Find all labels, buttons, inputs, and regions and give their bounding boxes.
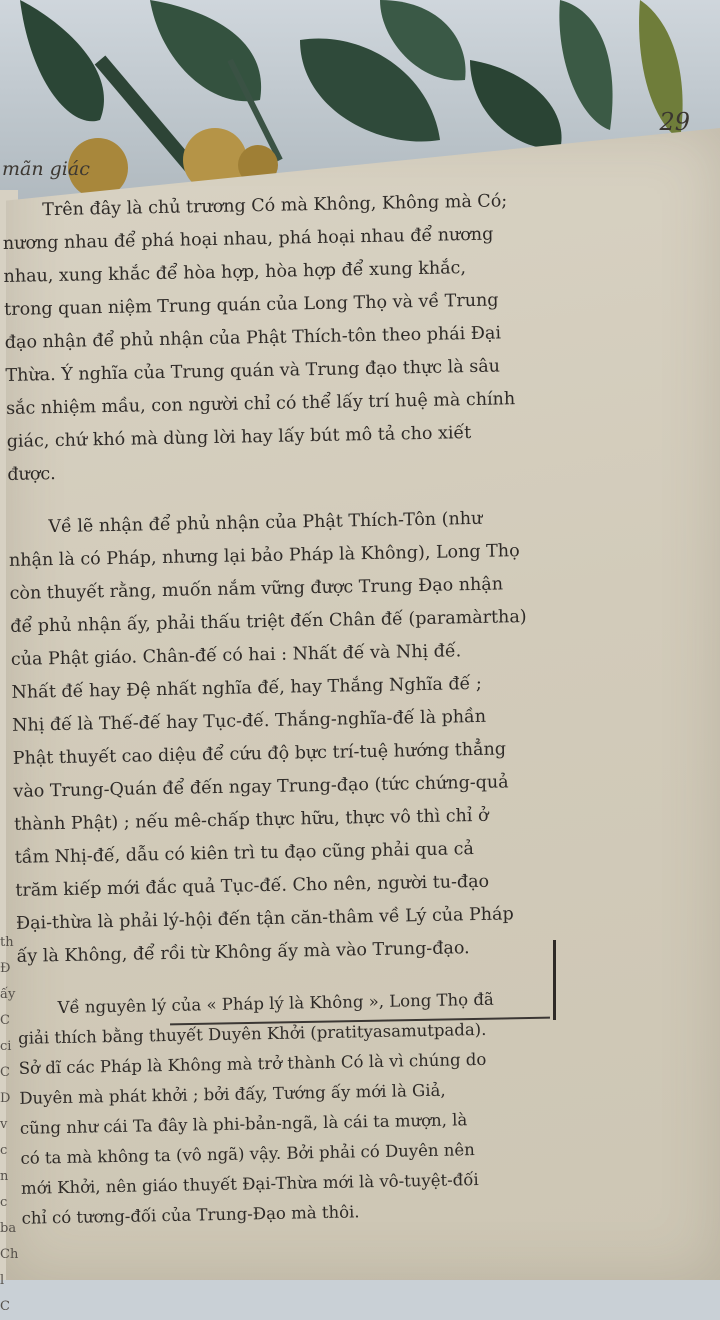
- text-line: trăm kiếp mới đắc quả Tục-đế. Cho nên, người tu-đạo: [15, 871, 490, 901]
- edge-letter: c: [0, 1195, 8, 1210]
- edge-letter: Ch: [0, 1247, 19, 1262]
- edge-letter: ấy: [0, 987, 16, 1002]
- text-line: trong quan niệm Trung quán của Long Thọ và về Trung: [4, 290, 499, 320]
- previous-page-text: [0, 930, 18, 1320]
- text-line: vào Trung-Quán để đến ngay Trung-đạo (tức chứng-quả: [13, 772, 509, 802]
- paragraph-1: [2, 185, 548, 492]
- edge-letter: D: [0, 1091, 11, 1106]
- paragraph-2: [8, 502, 557, 974]
- text-line: mới Khởi, nên giáo thuyết Đại-Thừa mới là vô-tuyệt-đối: [20, 1170, 479, 1198]
- text-line: Nhị đế là Thế-đế hay Tục-đế. Thắng-nghĩa-đế là phần: [12, 706, 487, 736]
- text-line: ấy là Không, để rồi từ Không ấy mà vào Trung-đạo.: [16, 938, 470, 967]
- text-line: giải thích bằng thuyết Duyên Khởi (pratityasamutpada).: [18, 1019, 487, 1048]
- text-line: được.: [7, 464, 56, 485]
- text-line: Nhất đế hay Đệ nhất nghĩa đế, hay Thắng Nghĩa đế ;: [11, 673, 482, 703]
- edge-letter: ba: [0, 1221, 17, 1236]
- text-line: Thừa. Ý nghĩa của Trung quán và Trung đạo thực là sâu: [5, 356, 501, 386]
- text-line: Trên đây là chủ trương Có mà Không, Không mà Có;: [42, 191, 508, 221]
- text-line: nương nhau để phá hoại nhau, phá hoại nhau để nương: [2, 224, 494, 254]
- leaf: [20, 0, 104, 121]
- text-line: Đại-thừa là phải lý-hội đến tận căn-thâm về Lý của Pháp: [15, 904, 514, 934]
- text-line: nhận là có Pháp, nhưng lại bảo Pháp là Không), Long Thọ: [8, 541, 520, 571]
- edge-letter: th: [0, 935, 14, 950]
- text-line: chỉ có tương-đối của Trung-Đạo mà thôi.: [21, 1202, 360, 1228]
- page-number: 29: [659, 108, 690, 136]
- text-line: Về nguyên lý của « Pháp lý là Không », Long Thọ đã: [57, 989, 494, 1018]
- text-line: Phật thuyết cao diệu để cứu độ bực trí-tuệ hướng thẳng: [12, 739, 507, 769]
- edge-letter: l C: [0, 1273, 10, 1314]
- edge-letter: n: [0, 1169, 9, 1184]
- text-line: có ta mà không ta (vô ngã) vậy. Bởi phải có Duyên nên: [20, 1140, 475, 1168]
- text-line: tầm Nhị-đế, dẫu có kiên trì tu đạo cũng phải qua cả: [14, 839, 475, 868]
- text-line: Duyên mà phát khởi ; bởi đấy, Tướng ấy mới là Giả,: [19, 1080, 446, 1108]
- body-text: [2, 185, 562, 1254]
- edge-letter: Đ: [0, 961, 11, 976]
- text-line: để phủ nhận ấy, phải thấu triệt đến Chân đế (paramàrtha): [10, 607, 527, 637]
- text-line: thành Phật) ; nếu mê-chấp thực hữu, thực vô thì chỉ ở: [13, 805, 489, 835]
- running-head: mãn giác: [2, 158, 90, 180]
- text-line: Sở dĩ các Pháp là Không mà trở thành Có là vì chúng do: [18, 1049, 487, 1078]
- edge-letter: c: [0, 1143, 8, 1158]
- leaf: [559, 0, 612, 130]
- edge-letter: ci: [0, 1039, 12, 1054]
- text-line: còn thuyết rằng, muốn nắm vững được Trung Đạo nhận: [9, 574, 504, 604]
- text-line: cũng như cái Ta đây là phi-bản-ngã, là cái ta mượn, là: [19, 1110, 468, 1138]
- text-line: của Phật giáo. Chân-đế có hai : Nhất đế và Nhị đế.: [10, 641, 462, 670]
- text-line: nhau, xung khắc để hòa hợp, hòa hợp để xung khắc,: [3, 258, 467, 287]
- edge-letter: v: [0, 1117, 8, 1132]
- leaf: [470, 60, 562, 150]
- text-line: đạo nhận để phủ nhận của Phật Thích-tôn theo phái Đại: [4, 323, 502, 353]
- edge-letter: C: [0, 1013, 10, 1028]
- edge-letter: C: [0, 1065, 10, 1080]
- text-line: sắc nhiệm mầu, con người chỉ có thể lấy trí huệ mà chính: [5, 389, 516, 419]
- pen-margin-mark: [553, 940, 556, 1020]
- text-line: Về lẽ nhận để phủ nhận của Phật Thích-Tôn (như: [48, 508, 483, 538]
- text-line: giác, chứ khó mà dùng lời hay lấy bút mô tả cho xiết: [6, 423, 472, 452]
